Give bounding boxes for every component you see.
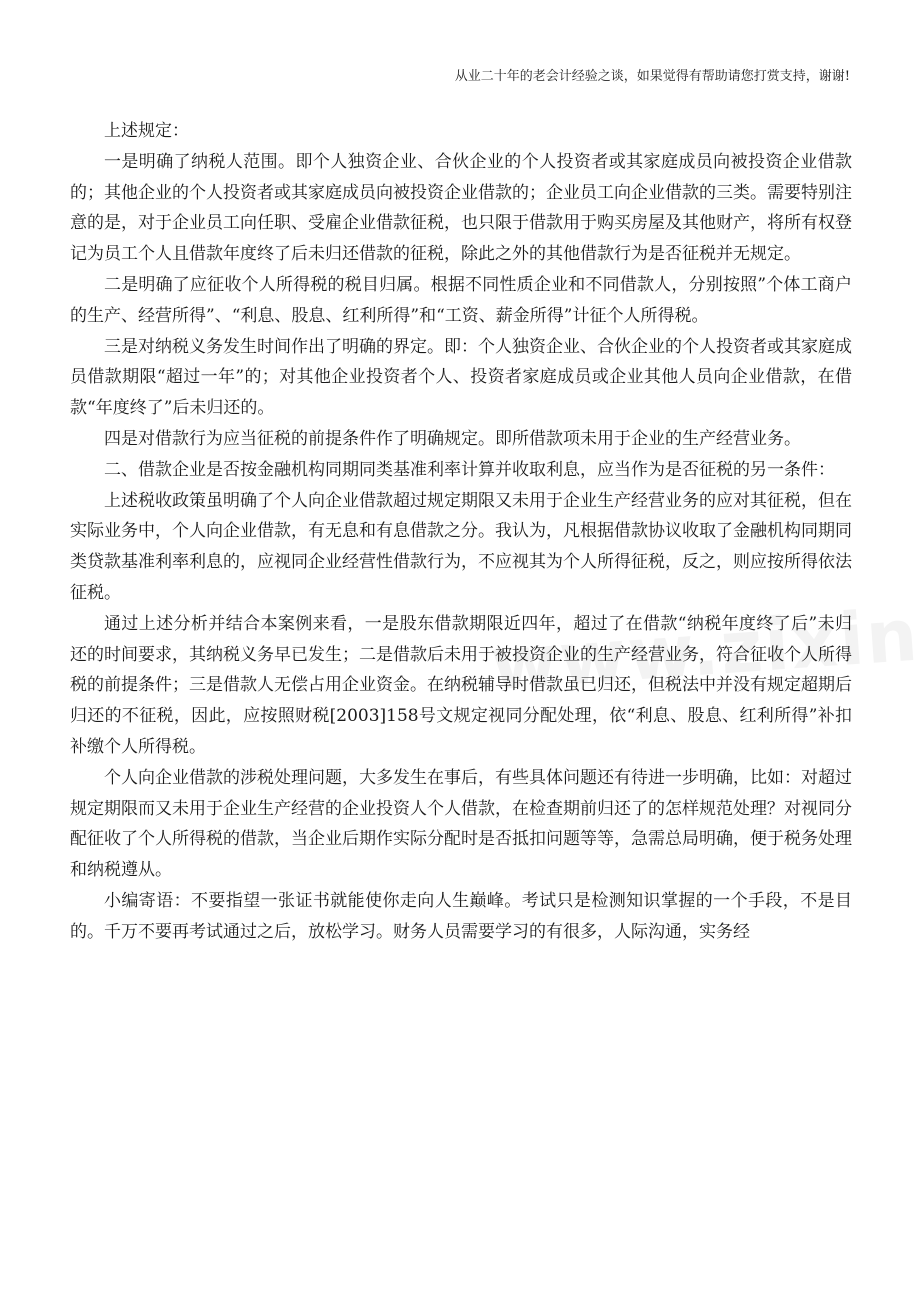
- paragraph-taxpayer-scope: 一是明确了纳税人范围。即个人独资企业、合伙企业的个人投资者或其家庭成员向被投资企业借款的；其他企业的个人投资者或其家庭成员向被投资企业借款的；企业员工向企业借款的三类。需要特别注意的是，对于企业员工向任职、受雇企业借款征税，也只限于借款用于购买房屋及其他财产，将所有权登记为员工个人且借款年度终了后未归还借款的征税，除此之外的其他借款行为是否征税并无规定。: [70, 151, 852, 265]
- paragraph-case-analysis: 通过上述分析并结合本案例来看，一是股东借款期限近四年，超过了在借款“纳税年度终了后”未归还的时间要求，其纳税义务早已发生；二是借款后未用于被投资企业的生产经营业务，符合征收个人所得税的前提条件；三是借款人无偿占用企业资金。在纳税辅导时借款虽已归还，但税法中并没有规定超期后归还的不征税，因此，应按照财税[2003]158号文规定视同分配处理，依“利息、股息、红利所得”补扣补缴个人所得税。: [70, 613, 852, 757]
- document-body: [70, 116, 852, 948]
- paragraph-open-issues: 个人向企业借款的涉税处理问题，大多发生在事后，有些具体问题还有待进一步明确，比如：对超过规定期限而又未用于企业生产经营的企业投资人个人借款，在检查期前归还了的怎样规范处理？对视同分配征收了个人所得税的借款，当企业后期作实际分配时是否抵扣问题等等，急需总局明确，便于税务处理和纳税遵从。: [70, 767, 852, 881]
- header-note: 从业二十年的老会计经验之谈，如果觉得有帮助请您打赏支持，谢谢!: [454, 69, 850, 84]
- paragraph-precondition: 四是对借款行为应当征税的前提条件作了明确规定。即所借款项未用于企业的生产经营业务。: [104, 428, 801, 449]
- paragraph-editor-note: 小编寄语：不要指望一张证书就能使你走向人生巅峰。考试只是检测知识掌握的一个手段，不是目的。千万不要再考试通过之后，放松学习。财务人员需要学习的有很多，人际沟通，实务经: [70, 890, 852, 942]
- paragraph-tax-item: 二是明确了应征收个人所得税的税目归属。根据不同性质企业和不同借款人，分别按照”个体工商户的生产、经营所得”、“利息、股息、红利所得”和“工资、薪金所得”计征个人所得税。: [70, 274, 852, 326]
- paragraph-interest-condition: 二、借款企业是否按金融机构同期同类基准利率计算并收取利息，应当作为是否征税的另一条件：: [104, 459, 835, 480]
- paragraph-intro: 上述规定：: [104, 121, 189, 141]
- paragraph-obligation-time: 三是对纳税义务发生时间作出了明确的界定。即：个人独资企业、合伙企业的个人投资者或其家庭成员借款期限“超过一年”的；对其他企业投资者个人、投资者家庭成员或企业其他人员向企业借款，在借款“年度终了”后未归还的。: [70, 336, 852, 419]
- paragraph-policy-analysis: 上述税收政策虽明确了个人向企业借款超过规定期限又未用于企业生产经营业务的应对其征税，但在实际业务中，个人向企业借款，有无息和有息借款之分。我认为，凡根据借款协议收取了金融机构同期同类贷款基准利率利息的，应视同企业经营性借款行为，不应视其为个人所得征税，反之，则应按所得依法征税。: [70, 490, 852, 603]
